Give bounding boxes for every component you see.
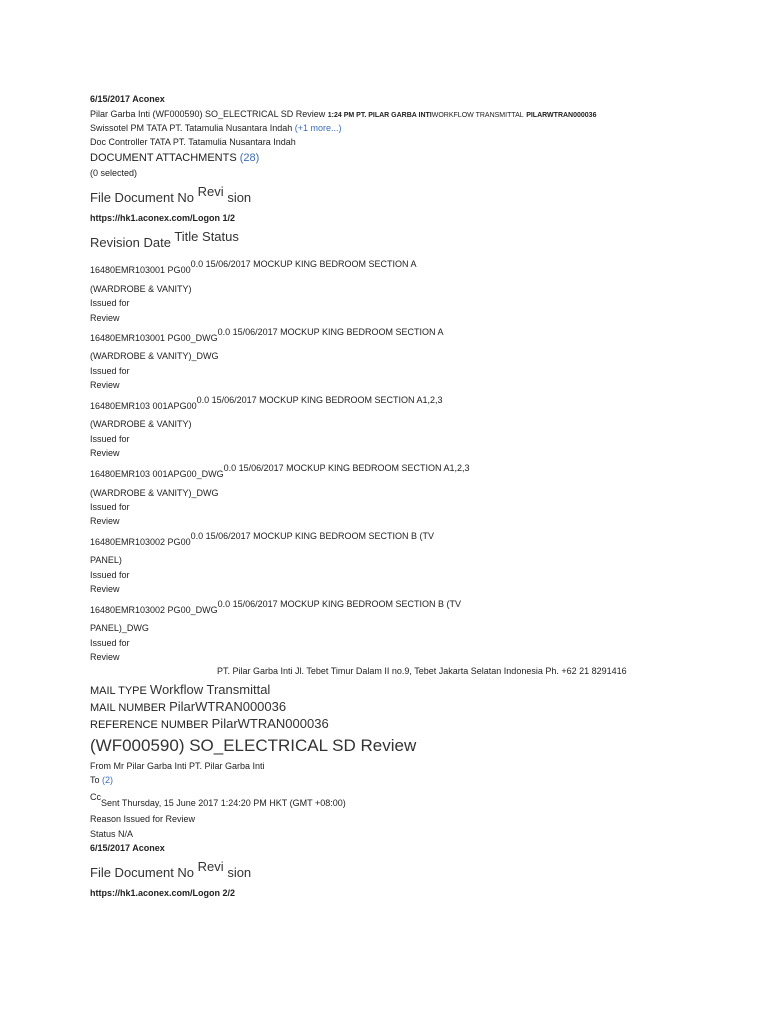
column-title-status: Title Status	[174, 229, 239, 244]
attachments-heading	[90, 152, 259, 165]
table-row	[90, 531, 434, 548]
selected-count: (0 selected)	[90, 168, 138, 178]
subject-reference: PILARWTRAN000036	[526, 112, 597, 119]
column-revi: Revi	[197, 184, 224, 199]
mail-number-value: PilarWTRAN000036	[169, 699, 287, 714]
document-number[interactable]: 16480EMR103 001APG00	[90, 401, 197, 411]
revision-date-title: 0.0 15/06/2017 MOCKUP KING BEDROOM SECTION A1,2,3	[223, 463, 470, 473]
mail-status: Status N/A	[90, 829, 134, 839]
table-row	[90, 395, 443, 412]
table-row	[90, 259, 417, 276]
document-number[interactable]: 16480EMR103002 PG00_DWG	[90, 605, 218, 615]
recipients-text: Swissotel PM TATA PT. Tatamulia Nusantara Indah	[90, 123, 293, 133]
page-url-2: https://hk1.aconex.com/Logon 2/2	[90, 888, 236, 898]
attachments-label: DOCUMENT ATTACHMENTS	[90, 152, 237, 164]
title-continuation: (WARDROBE & VANITY)_DWG	[90, 488, 219, 498]
more-recipients-link[interactable]: (+1 more...)	[294, 123, 342, 133]
document-number[interactable]: 16480EMR103002 PG00	[90, 537, 191, 547]
attachments-count-link[interactable]: (28)	[239, 152, 260, 164]
status-line-2: Review	[90, 516, 120, 526]
revision-date-title: 0.0 15/06/2017 MOCKUP KING BEDROOM SECTION A	[190, 259, 417, 269]
column-file-document-no: File Document No	[90, 190, 195, 205]
status-line-2: Review	[90, 584, 120, 594]
column-revi: Revi	[197, 859, 224, 874]
mail-from: From Mr Pilar Garba Inti PT. Pilar Garba Inti	[90, 761, 265, 771]
mail-type-label: MAIL TYPE	[90, 685, 147, 697]
document-number[interactable]: 16480EMR103001 PG00	[90, 265, 191, 275]
subject-time-company: 1:24 PM PT. PILAR GARBA INTI	[327, 112, 432, 119]
column-revision-date: Revision Date	[90, 235, 171, 250]
status-line-1: Issued for	[90, 366, 130, 376]
document-number[interactable]: 16480EMR103 001APG00_DWG	[90, 469, 224, 479]
document-number[interactable]: 16480EMR103001 PG00_DWG	[90, 333, 218, 343]
column-header-file-doc	[90, 184, 252, 206]
mail-sent-row	[90, 792, 346, 809]
title-continuation: (WARDROBE & VANITY)	[90, 284, 192, 294]
status-line-2: Review	[90, 313, 120, 323]
table-row	[90, 463, 470, 480]
table-row	[90, 599, 461, 616]
column-header-file-doc-page2	[90, 859, 252, 881]
company-address: PT. Pilar Garba Inti Jl. Tebet Timur Dalam II no.9, Tebet Jakarta Selatan Indonesia Ph. +62 21 8291416	[217, 666, 627, 676]
mail-number-row	[90, 699, 286, 715]
column-sion: sion	[227, 190, 252, 205]
subject-prefix: Pilar Garba Inti (WF000590) SO_ELECTRICAL SD Review	[90, 109, 326, 119]
mail-to-row	[90, 775, 113, 786]
mail-reason: Reason Issued for Review	[90, 814, 196, 824]
status-line-2: Review	[90, 652, 120, 662]
column-header-revision	[90, 229, 239, 251]
subject-workflow-label: WORKFLOW TRANSMITTAL	[431, 112, 524, 119]
revision-date-title: 0.0 15/06/2017 MOCKUP KING BEDROOM SECTION A1,2,3	[196, 395, 443, 405]
status-line-1: Issued for	[90, 570, 130, 580]
status-line-1: Issued for	[90, 434, 130, 444]
title-continuation: (WARDROBE & VANITY)_DWG	[90, 351, 219, 361]
mail-subject-line	[90, 109, 596, 121]
print-date-header: 6/15/2017 Aconex	[90, 94, 165, 104]
mail-to-label: To	[90, 775, 100, 785]
revision-date-title: 0.0 15/06/2017 MOCKUP KING BEDROOM SECTION B (TV	[217, 599, 461, 609]
status-line-2: Review	[90, 448, 120, 458]
recipients-line	[90, 123, 342, 134]
revision-date-title: 0.0 15/06/2017 MOCKUP KING BEDROOM SECTION A	[217, 327, 444, 337]
title-continuation: (WARDROBE & VANITY)	[90, 419, 192, 429]
mail-type-value: Workflow Transmittal	[149, 682, 271, 697]
reference-number-label: REFERENCE NUMBER	[90, 719, 209, 731]
mail-subject-heading: (WF000590) SO_ELECTRICAL SD Review	[90, 736, 417, 755]
mail-cc-label: Cc	[90, 792, 101, 802]
title-continuation: PANEL)	[90, 555, 122, 565]
status-line-1: Issued for	[90, 298, 130, 308]
doc-controller-line: Doc Controller TATA PT. Tatamulia Nusantara Indah	[90, 137, 296, 147]
mail-sent-value: Sent Thursday, 15 June 2017 1:24:20 PM HKT (GMT +08:00)	[101, 798, 346, 808]
print-date-header-page2: 6/15/2017 Aconex	[90, 843, 165, 853]
mail-to-count-link[interactable]: (2)	[102, 775, 114, 785]
revision-date-title: 0.0 15/06/2017 MOCKUP KING BEDROOM SECTION B (TV	[190, 531, 434, 541]
column-file-document-no: File Document No	[90, 865, 195, 880]
status-line-2: Review	[90, 380, 120, 390]
reference-number-row	[90, 716, 329, 732]
mail-type-row	[90, 682, 270, 698]
table-row	[90, 327, 444, 344]
status-line-1: Issued for	[90, 502, 130, 512]
reference-number-value: PilarWTRAN000036	[211, 716, 329, 731]
mail-number-label: MAIL NUMBER	[90, 702, 166, 714]
status-line-1: Issued for	[90, 638, 130, 648]
title-continuation: PANEL)_DWG	[90, 623, 149, 633]
column-sion: sion	[227, 865, 252, 880]
page-url-1: https://hk1.aconex.com/Logon 1/2	[90, 213, 236, 223]
